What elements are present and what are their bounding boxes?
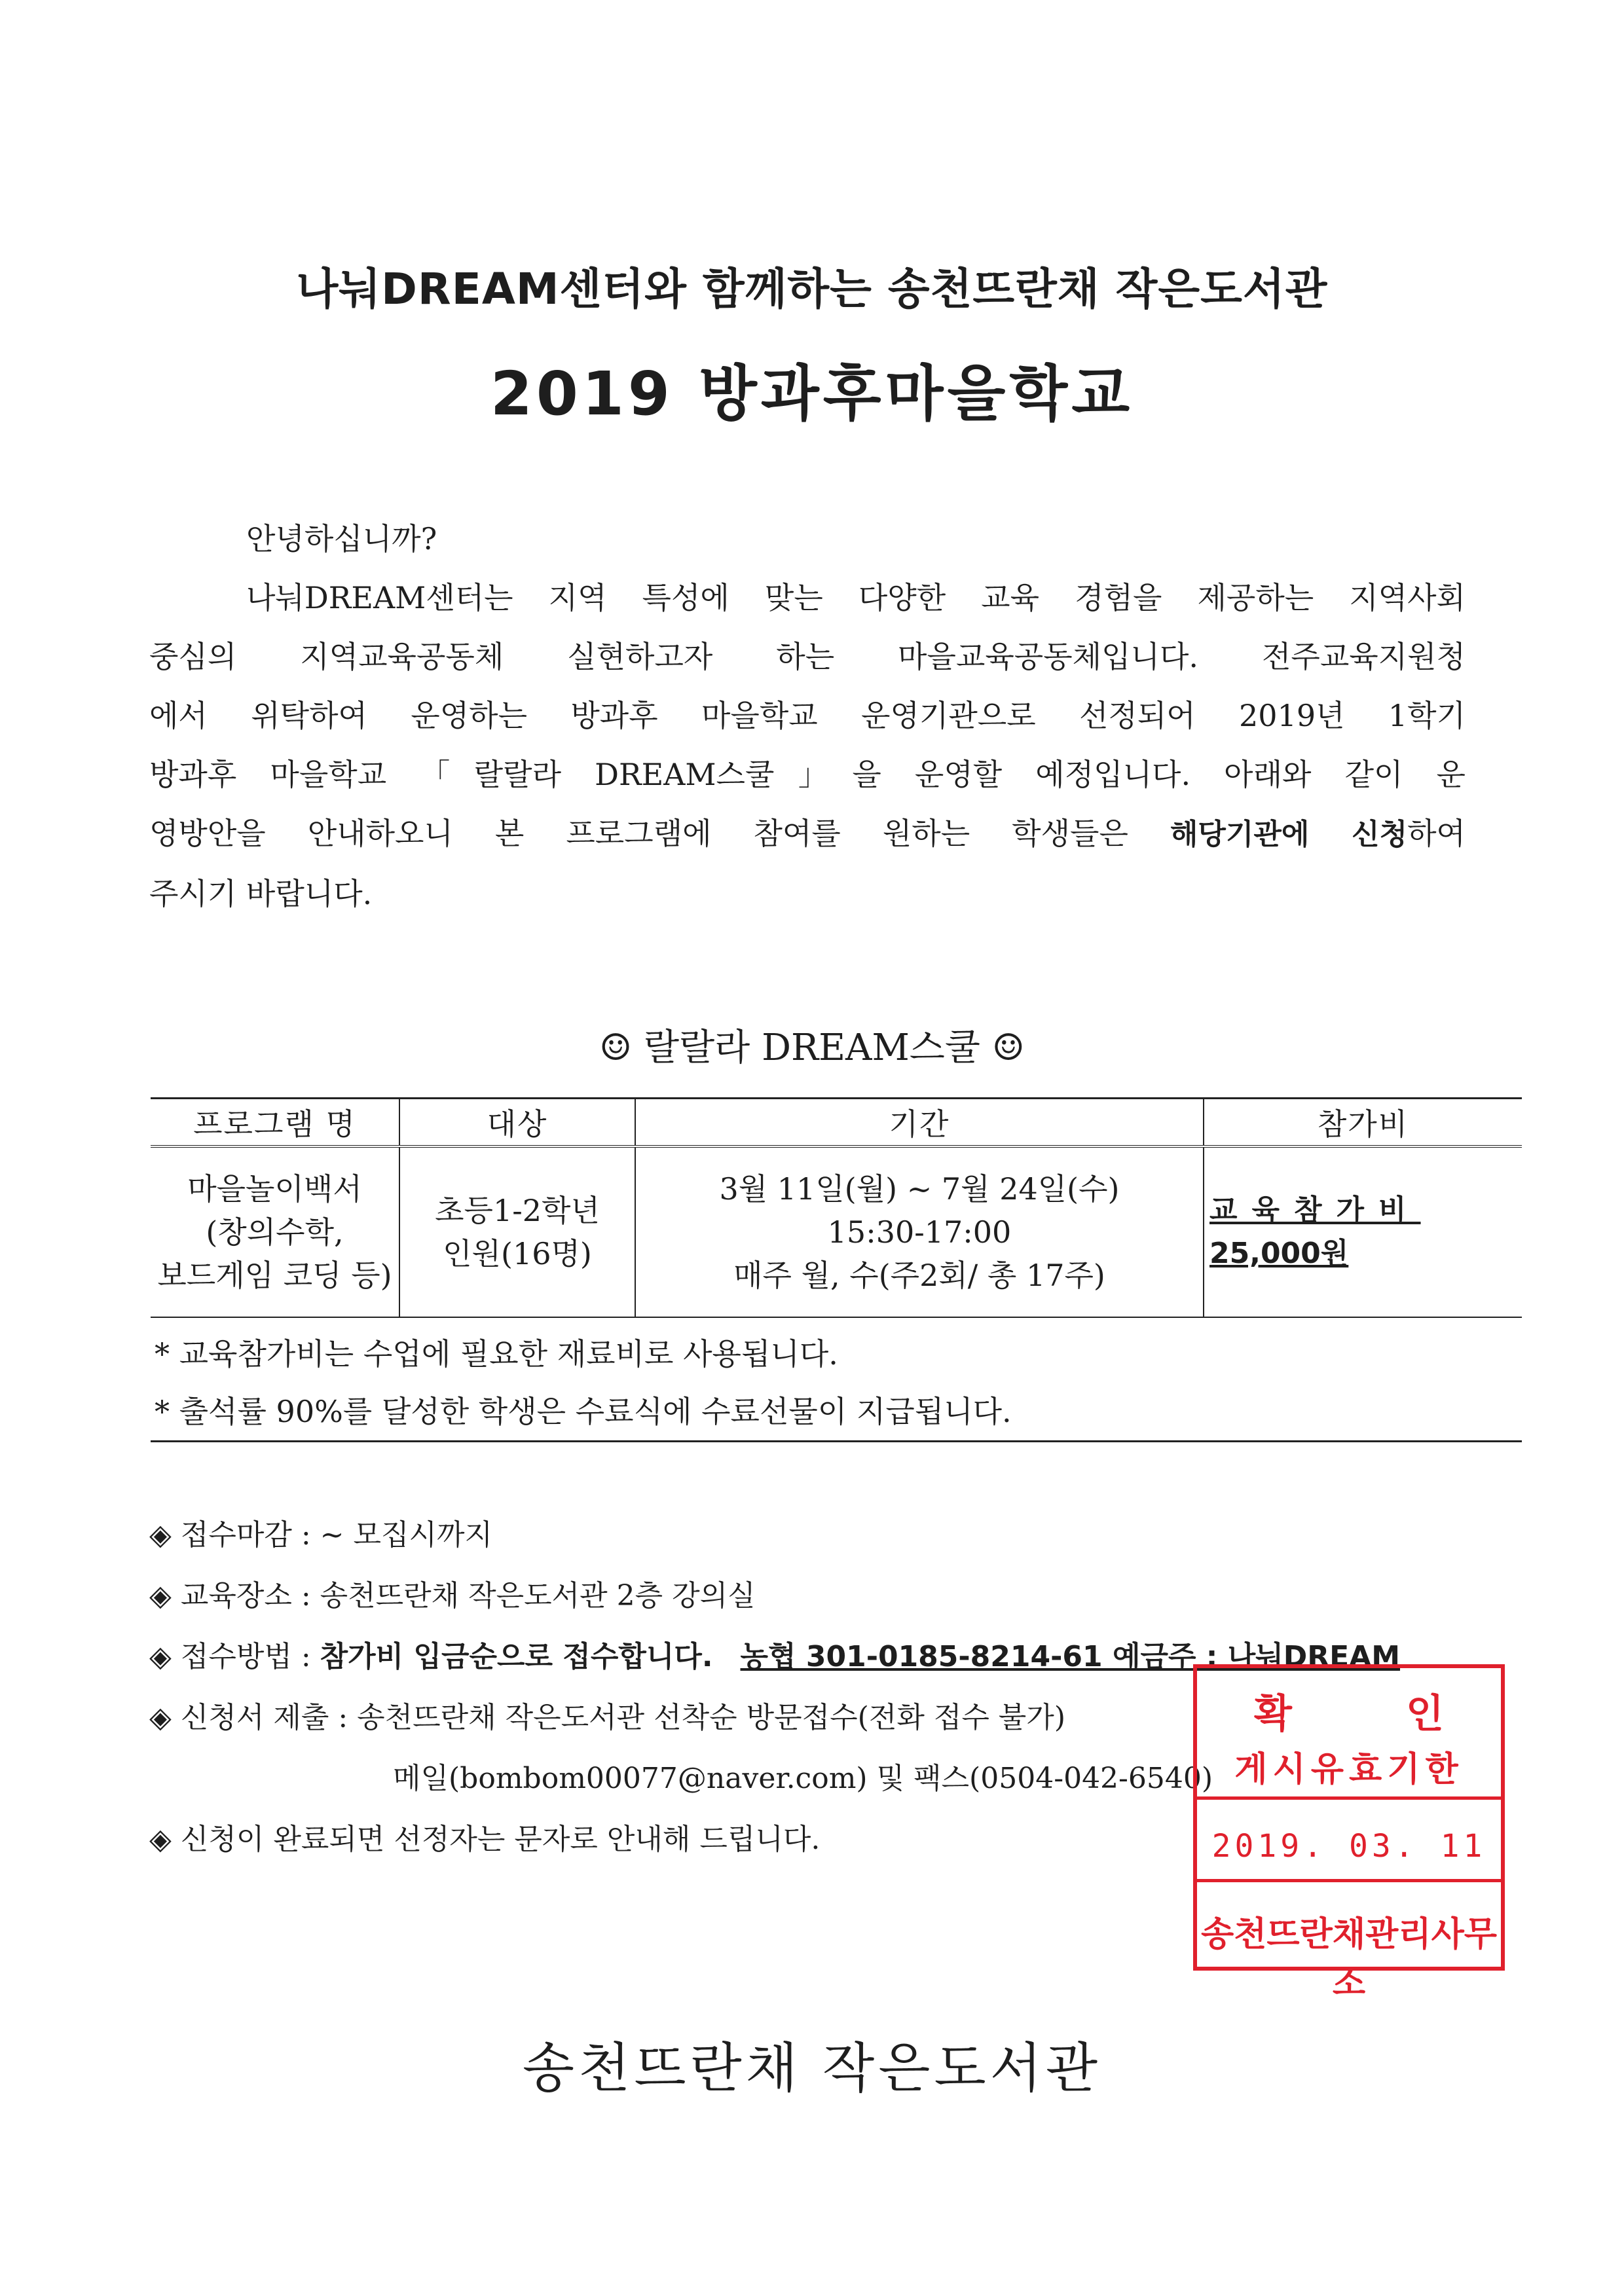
stamp-char: 인 bbox=[1406, 1691, 1444, 1737]
fee-label: 교육참가비 bbox=[1209, 1194, 1421, 1227]
header-program-name: 프로그램 명 bbox=[151, 1099, 399, 1147]
intro-line: 나눠DREAM센터는 지역 특성에 맞는 다양한 교육 경험을 제공하는 지역사회 bbox=[246, 580, 1466, 615]
program-name-line: 마을놀이백서 bbox=[187, 1171, 362, 1207]
apply-emphasis: 해당기관에 신청 bbox=[1170, 818, 1408, 851]
stamp-confirm bbox=[1197, 1683, 1501, 1739]
header-fee: 참가비 bbox=[1204, 1099, 1522, 1147]
cell-program-name bbox=[151, 1146, 399, 1317]
notes bbox=[155, 1325, 1012, 1440]
method-text: 참가비 입금순으로 접수합니다. bbox=[320, 1640, 713, 1673]
footer-organization: 송천뜨란채 작은도서관 bbox=[522, 2037, 1102, 2100]
intro-line-text: 하여 bbox=[1407, 816, 1466, 851]
note-item: * 출석률 90%를 달성한 학생은 수료식에 수료선물이 지급됩니다. bbox=[155, 1394, 1012, 1429]
period-line: 매주 월, 수(주2회/ 총 17주) bbox=[733, 1258, 1105, 1293]
cell-target bbox=[399, 1146, 635, 1317]
program-title: ☺ 랄랄라 DREAM스쿨 ☺ bbox=[599, 1027, 1025, 1069]
info-notify: ◈ 신청이 완료되면 선정자는 문자로 안내해 드립니다. bbox=[149, 1823, 821, 1856]
info-place: ◈ 교육장소 : 송천뜨란채 작은도서관 2층 강의실 bbox=[149, 1579, 756, 1613]
intro-line: 주시기 바랍니다. bbox=[149, 876, 373, 911]
divider bbox=[151, 1440, 1522, 1442]
stamp-date: 2019. 03. 11 bbox=[1211, 1828, 1486, 1865]
table-row bbox=[151, 1146, 1522, 1317]
table-header-row bbox=[151, 1099, 1522, 1147]
stamp-label: 게시유효기한 bbox=[1234, 1750, 1464, 1789]
info-deadline: ◈ 접수마감 : ~ 모집시까지 bbox=[149, 1518, 493, 1552]
info-submit: ◈ 신청서 제출 : 송천뜨란채 작은도서관 선착순 방문접수(전화 접수 불가) bbox=[149, 1701, 1065, 1734]
stamp-office: 송천뜨란채관리사무소 bbox=[1200, 1915, 1498, 2003]
cell-fee bbox=[1204, 1146, 1522, 1317]
stamp-divider bbox=[1197, 1879, 1501, 1882]
intro-line: 에서 위탁하여 운영하는 방과후 마을학교 운영기관으로 선정되어 2019년 1학기 bbox=[149, 698, 1466, 733]
bank-account: 농협 301-0185-8214-61 예금주 : 나눠DREAM bbox=[740, 1640, 1400, 1673]
header-period: 기간 bbox=[635, 1099, 1204, 1147]
fee-amount: 25,000원 bbox=[1209, 1237, 1349, 1270]
stamp-char: 확 bbox=[1254, 1691, 1292, 1737]
intro-text bbox=[149, 509, 1466, 923]
approval-stamp bbox=[1193, 1664, 1505, 2003]
intro-line-text: 영방안을 안내하오니 본 프로그램에 참여를 원하는 학생들은 bbox=[149, 816, 1170, 851]
program-name-line: 보드게임 코딩 등) bbox=[157, 1258, 392, 1293]
method-label: ◈ 접수방법 : bbox=[149, 1640, 320, 1673]
program-table bbox=[151, 1097, 1522, 1318]
document-title: 2019 방과후마을학교 bbox=[490, 359, 1134, 429]
greeting: 안녕하십니까? bbox=[246, 521, 437, 556]
document-subtitle: 나눠DREAM센터와 함께하는 송천뜨란채 작은도서관 bbox=[296, 264, 1328, 314]
cell-period bbox=[635, 1146, 1204, 1317]
intro-line: 중심의 지역교육공동체 실현하고자 하는 마을교육공동체입니다. 전주교육지원청 bbox=[149, 639, 1466, 674]
intro-line: 방과후 마을학교 「랄랄라 DREAM스쿨」을 운영할 예정입니다. 아래와 같이 운 bbox=[149, 757, 1466, 792]
stamp-divider bbox=[1197, 1796, 1501, 1800]
period-line: 15:30-17:00 bbox=[827, 1214, 1012, 1250]
info-submit-contact: 메일(bombom00077@naver.com) 및 팩스(0504-042-6540) bbox=[393, 1762, 1213, 1795]
period-line: 3월 11일(월) ~ 7월 24일(수) bbox=[719, 1171, 1120, 1207]
target-line: 초등1-2학년 bbox=[435, 1193, 600, 1228]
target-line: 인원(16명) bbox=[443, 1236, 592, 1271]
note-item: * 교육참가비는 수업에 필요한 재료비로 사용됩니다. bbox=[155, 1336, 838, 1372]
intro-line bbox=[149, 804, 1466, 864]
header-target: 대상 bbox=[399, 1099, 635, 1147]
program-name-line: (창의수학, bbox=[206, 1214, 344, 1250]
